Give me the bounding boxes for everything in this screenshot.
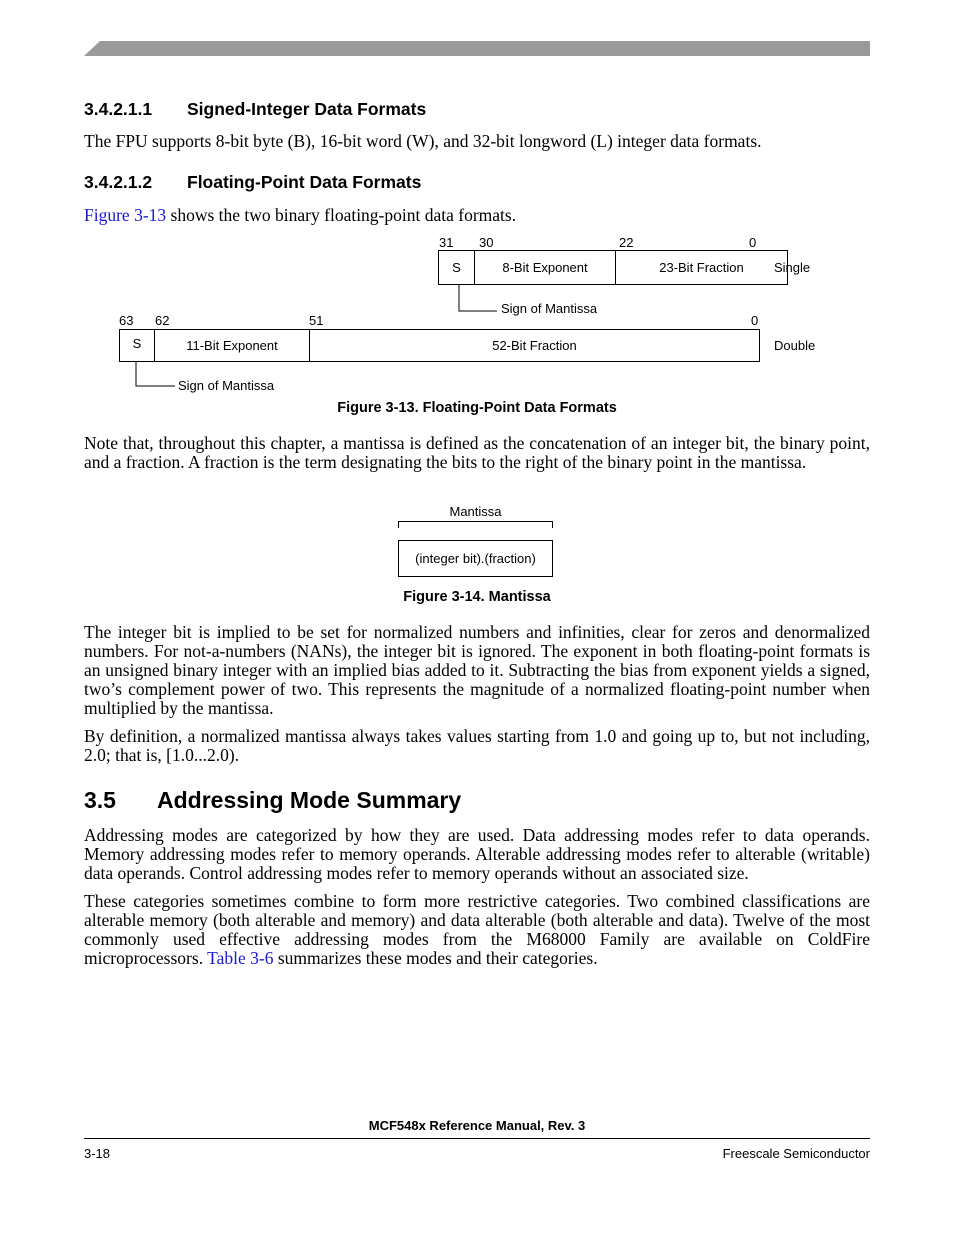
addressing-paragraph-2 [84,892,870,968]
double-bit-0: 0 [751,313,759,328]
footer-company: Freescale Semiconductor [722,1146,870,1161]
figure-3-14-caption: Figure 3-14. Mantissa [403,589,551,605]
figure-3-13-caption: Figure 3-13. Floating-Point Data Formats [337,400,617,416]
mantissa-note-paragraph: Note that, throughout this chapter, a mantissa is defined as the concatenation of an integer bit, the binary point, and a fraction. A fraction is the term designating the bits to the right of the binary point in the mantissa. [84,433,870,472]
figure-3-13-link[interactable]: Figure 3-13 [84,205,167,225]
addressing-paragraph-2-end: summarizes these modes and their categories. [273,948,598,968]
section-title-addressing-mode-summary: Addressing Mode Summary [157,787,462,813]
single-sign-leader [455,285,505,315]
footer-manual-title: MCF548x Reference Manual, Rev. 3 [368,1118,586,1133]
section-title-signed-integer: Signed-Integer Data Formats [187,99,427,119]
definition-paragraph: By definition, a normalized mantissa always takes values starting from 1.0 and going up to, but not including, 2.0; that is, [1.0...2.0). [84,726,870,765]
addressing-paragraph-1: Addressing modes are categorized by how they are used. Data addressing modes refer to data operands. Memory addressing modes refer to memory operands. Alterable addressing modes refer to alterable (writable) data operands. Control addressing modes refer to memory operands without an associated size. [84,825,870,883]
signed-integer-paragraph: The FPU supports 8-bit byte (B), 16-bit word (W), and 32-bit longword (L) integer data formats. [84,131,762,151]
footer-rule [84,1138,870,1139]
section-number-3-4-2-1-2: 3.4.2.1.2 [84,172,153,192]
double-sign-leader [132,362,182,392]
single-bit-22: 22 [619,235,634,250]
single-fraction-field: 23-Bit Fraction [659,260,744,275]
table-3-6-link[interactable]: Table 3-6 [207,948,274,968]
footer-page-number: 3-18 [84,1146,111,1161]
double-fraction-field: 52-Bit Fraction [492,338,577,353]
addressing-paragraph-2-start: These categories sometimes combine to form more restrictive categories. Two combined classifications are alterable memory (both alterable and memory) and data alterable (both alterable and data). Twelve of the most commonly used effective addressing modes from the M68000 Family are available on ColdFire microprocessors. [84,891,870,968]
double-exponent-field: 11-Bit Exponent [155,330,310,361]
single-bit-31: 31 [439,235,454,250]
double-sign-field: S [120,330,155,361]
single-sign-field: S [439,251,475,284]
double-bit-62: 62 [155,313,170,328]
intro-text: shows the two binary floating-point data formats. [166,205,517,225]
double-label: Double [774,338,816,353]
section-title-floating-point: Floating-Point Data Formats [187,172,422,192]
single-format-register [438,250,788,285]
floating-point-intro [84,206,870,225]
single-bit-30: 30 [479,235,494,250]
mantissa-label: Mantissa [449,504,502,519]
double-bit-63: 63 [119,313,134,328]
double-bit-51: 51 [309,313,324,328]
section-number-3-5: 3.5 [84,787,116,813]
integer-bit-paragraph: The integer bit is implied to be set for normalized numbers and infinities, clear for zeros and denormalized numbers. For not-a-numbers (NANs), the integer bit is ignored. The exponent in both floating-point formats is an unsigned binary integer with an implied bias added to it. Subtracting the bias from exponent yields a signed, two’s complement power of two. This represents the magnitude of a normalized floating-point number when multiplied by the mantissa. [84,622,870,718]
single-sign-note: Sign of Mantissa [501,301,598,316]
single-bit-0: 0 [749,235,757,250]
double-format-register [119,329,760,362]
mantissa-bracket [398,521,553,529]
double-sign-note: Sign of Mantissa [178,378,275,393]
header-bar [84,41,870,56]
single-exponent-field: 8-Bit Exponent [475,251,616,284]
section-number-3-4-2-1-1: 3.4.2.1.1 [84,99,153,119]
mantissa-box: (integer bit).(fraction) [398,540,553,577]
single-label: Single [774,260,811,275]
